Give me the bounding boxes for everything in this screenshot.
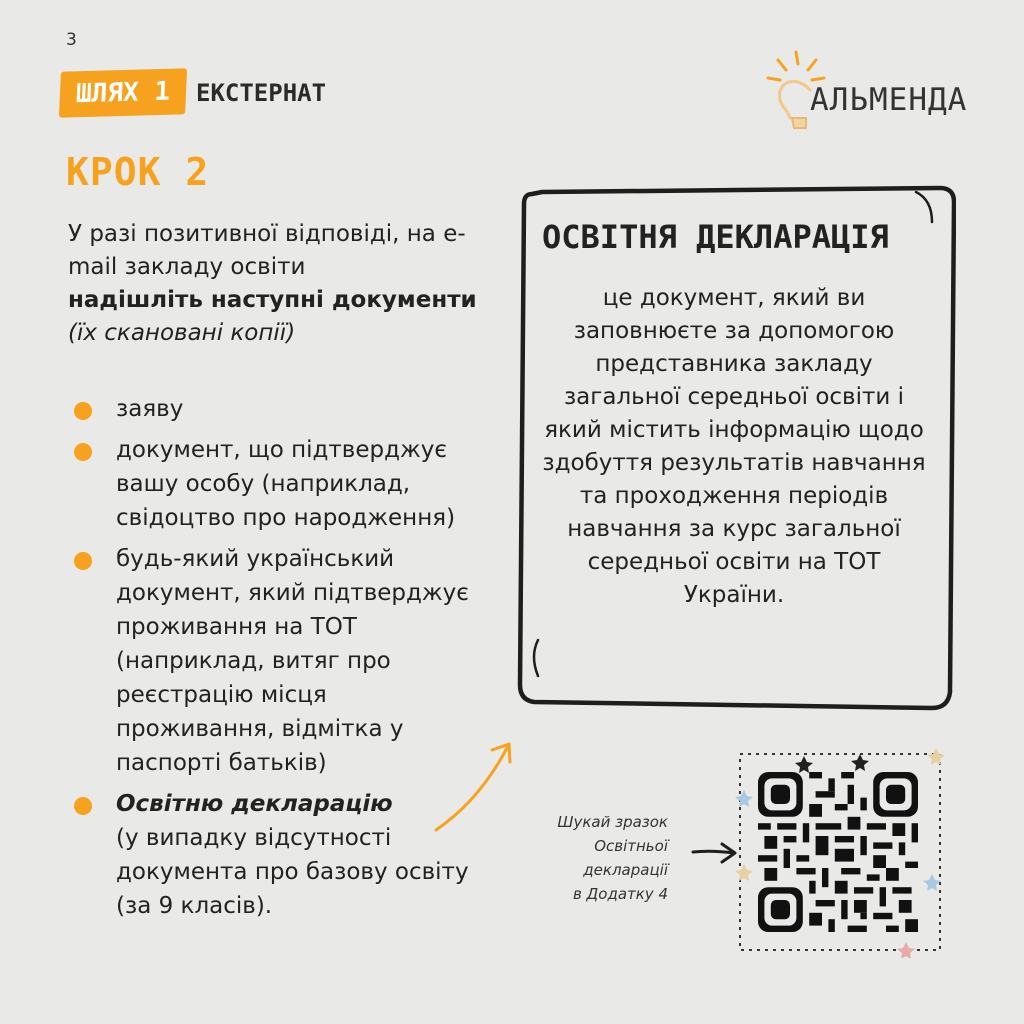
step-intro [68,218,488,350]
path-suffix: ЕКСТЕРНАТ [196,79,327,107]
hint-line: Освітньої [594,837,668,855]
declaration-title: ОСВІТНЯ ДЕКЛАРАЦІЯ [542,218,889,256]
path-tag [60,70,327,118]
path-label: ШЛЯХ 1 [59,68,187,117]
step-title: КРОК 2 [66,150,210,194]
list-item-text: будь-який український документ, який підтверджує проживання на ТОТ (наприклад, витяг про реєстрацію місця проживання, відмітка у паспорті батьків) [116,546,469,776]
page-number: 3 [66,30,77,50]
arrow-up-right-icon [430,740,520,840]
qr-frame [732,746,948,958]
bullet-dot-icon [74,402,92,420]
list-item [68,787,488,923]
list-item-emphasis: Освітню декларацію [116,791,393,817]
list-item [68,542,488,780]
hint-line: декларації [583,861,668,879]
hint-line: в Додатку 4 [572,885,668,903]
qr-hint [528,810,668,906]
documents-list [68,392,488,930]
qr-code[interactable] [758,772,918,932]
bullet-dot-icon [74,797,92,815]
declaration-box [512,180,956,714]
bullet-dot-icon [74,443,92,461]
list-item [68,433,488,535]
hint-line: Шукай зразок [557,813,668,831]
list-item-text: документ, що підтверджує вашу особу (наприклад, свідоцтво про народження) [116,437,456,531]
intro-text: У разі позитивної відповіді, на e-mail закладу освіти [68,221,466,280]
intro-note: (їх скановані копії) [68,320,296,346]
list-item-text: заяву [116,396,184,422]
list-item [68,392,488,426]
list-item-text: (у випадку відсутності документа про базову освіту (за 9 класів). [116,825,469,919]
declaration-text: це документ, який ви заповнюєте за допомогою представника закладу загальної середньої освіти і який містить інформацію щодо здобуття результатів навчання та проходження періодів навчання за курс загальної середньої освіти на ТОТ України. [542,285,926,608]
logo-text: АЛЬМЕНДА [810,82,968,118]
bullet-dot-icon [74,552,92,570]
intro-bold: надішліть наступні документи [68,287,477,313]
